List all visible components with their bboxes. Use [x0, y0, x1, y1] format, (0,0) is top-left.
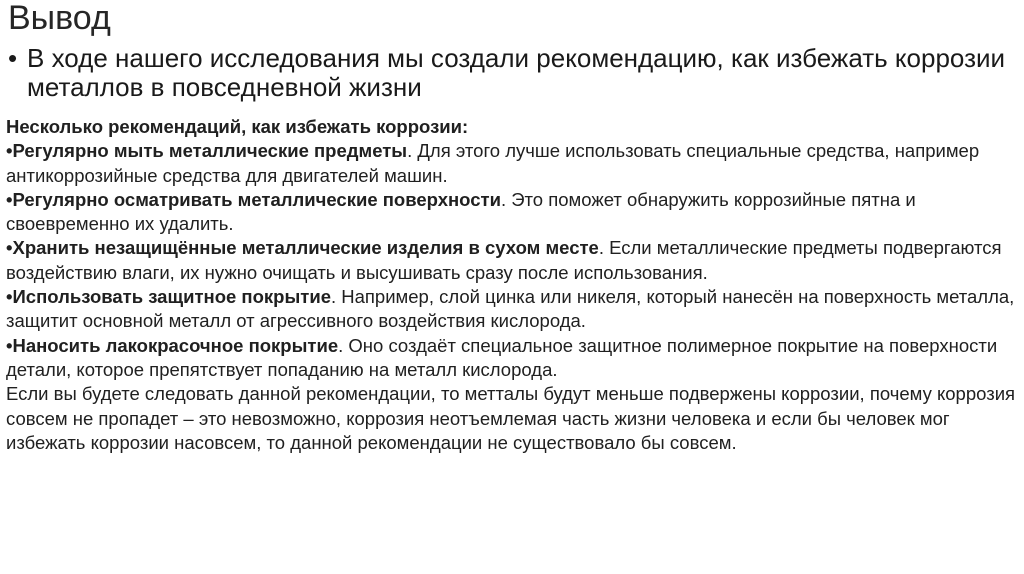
item-text: . Для этого лучше использовать специальные средства, например антикоррозийные средства для двигателей машин.	[6, 140, 980, 186]
recommendation-item	[6, 334, 1018, 383]
item-heading: Регулярно осматривать металлические поверхности	[12, 188, 501, 210]
item-heading: Использовать защитное покрытие	[12, 286, 331, 308]
item-text: . Если металлические предметы подвергаются воздействию влаги, их нужно очищать и высушивать сразу после использования.	[6, 237, 1002, 283]
item-marker: •	[6, 334, 13, 356]
recommendation-item	[6, 236, 1018, 285]
recommendation-item	[6, 285, 1018, 334]
recommendations-block	[6, 115, 1018, 455]
item-marker: •	[6, 237, 13, 259]
slide-title: Вывод	[8, 0, 111, 37]
recommendations-intro: Несколько рекомендаций, как избежать коррозии:	[6, 116, 469, 137]
item-text: . Это поможет обнаружить коррозийные пятна и своевременно их удалить.	[6, 188, 916, 235]
item-text: . Например, слой цинка или никеля, который нанесён на поверхность металла, защитит основной металл от агрессивного воздействия кислорода.	[6, 286, 1015, 332]
item-marker: •	[6, 140, 13, 162]
item-heading: Хранить незащищённые металлические изделия в сухом месте	[12, 237, 599, 259]
item-marker: •	[6, 286, 13, 308]
item-text: . Оно создаёт специальное защитное полимерное покрытие на поверхности детали, которое препятствует попаданию на металл кислорода.	[6, 334, 998, 380]
main-bullet-text: В ходе нашего исследования мы создали рекомендацию, как избежать коррозии металлов в повседневной жизни	[27, 43, 1006, 102]
recommendation-item	[6, 188, 1018, 237]
item-heading: Наносить лакокрасочное покрытие	[12, 334, 339, 356]
conclusion-text: Если вы будете следовать данной рекомендации, то метталы будут меньше подвержены коррозии, почему коррозия совсем не пропадет – это невозможно, коррозия неотъемлемая часть жизни человека и если бы человек мог избежать коррозии насовсем, то данной рекомендации не существовало бы совсем.	[6, 383, 1016, 453]
main-bullet	[8, 44, 1008, 102]
bullet-marker: •	[8, 43, 18, 73]
recommendation-item	[6, 139, 1018, 188]
item-marker: •	[6, 188, 13, 210]
item-heading: Регулярно мыть металлические предметы	[12, 140, 408, 162]
